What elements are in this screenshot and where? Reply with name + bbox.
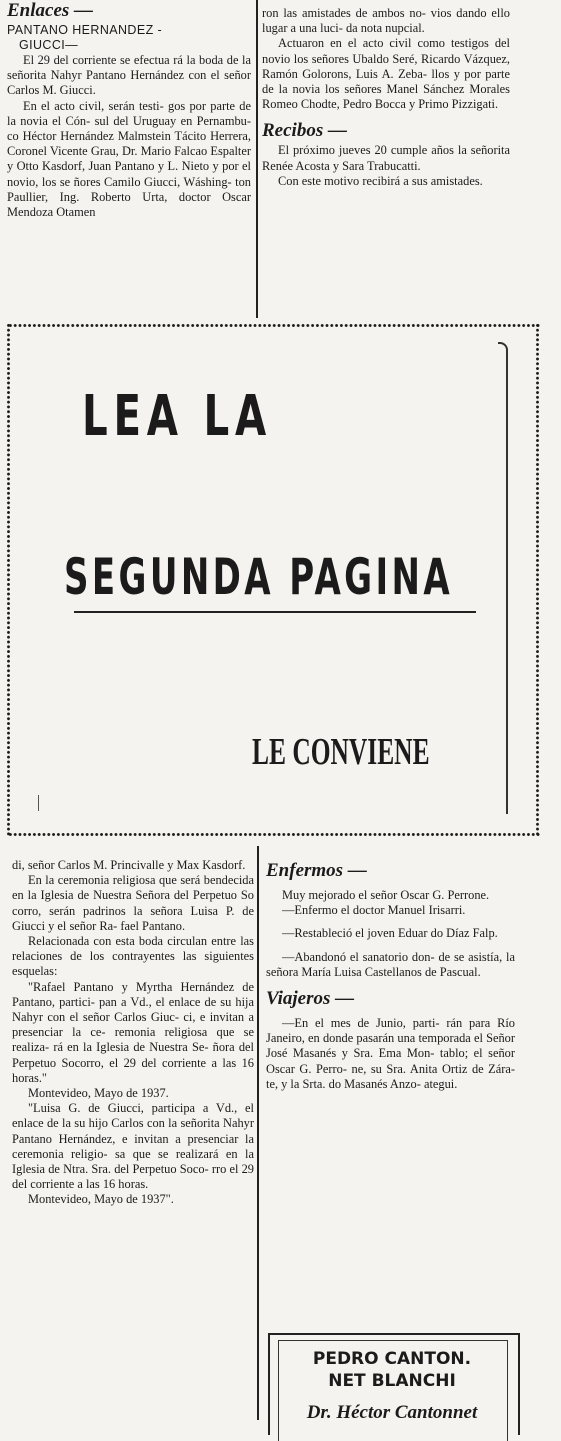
ad-border-bottom: [8, 832, 540, 837]
notice-line-1: PEDRO CANTON.: [312, 1349, 472, 1369]
paragraph: di, señor Carlos M. Princivalle y Max Kasdorf.: [12, 858, 246, 872]
column-divider-bottom: [257, 846, 259, 1420]
bottom-right-column: [266, 860, 515, 1092]
top-right-column: [262, 6, 510, 189]
ad-line-le-conviene: LE CONVIENE: [252, 731, 430, 773]
paragraph: En la ceremonia religiosa que será bendecida en la Iglesia de Nuestra Señora del Perpetuo So corro, serán padrinos la señora Luisa P. de Giucci y el señor Ra- fael Pantano.: [12, 873, 254, 933]
ad-border-right: [535, 323, 540, 837]
paragraph: "Rafael Pantano y Myrtha Hernández de Pantano, partici- pan a Vd., el enlace de su hija Nahyr con el señor Carlos Giuc- ci, e invitan a presenciar la ce- remonia religiosa que se realiza- rá en la Iglesia de Nuestra Se- ñora del Perpetuo Socorro, el 29 del corriente a las 16 horas.": [12, 979, 254, 1085]
ad-border-left: [6, 323, 11, 837]
paragraph: El 29 del corriente se efectua rá la boda de la señorita Nahyr Pantano Hernández con el señor Carlos M. Giucci.: [7, 53, 251, 98]
paragraph: Con este motivo recibirá a sus amistades.: [278, 173, 483, 188]
ad-inner-frame-mark: [38, 795, 45, 811]
column-divider-top: [256, 0, 258, 318]
ad-underline: [74, 611, 476, 613]
paragraph: Montevideo, Mayo de 1937.: [28, 1086, 169, 1101]
paragraph: Actuaron en el acto civil como testigos del novio los señores Ubaldo Seré, Ricardo Vázquez, Ramón Golorons, Luis A. Zeba- llos y por parte de la novia los señores Manel Sánchez Morales Romeo Chodte, Pedro Bocca y Primo Pizzigati.: [262, 36, 510, 112]
paragraph: "Luisa G. de Giucci, participa a Vd., el enlace de la su hijo Carlos con la señorita Nahyr Pantano Hernández, e invitan a presenciar la ceremonia religio- sa que se realizará en la Iglesia de Ntra. Sra. del Perpetuo Soco- rro el 29 del corriente a las 16 horas.: [12, 1101, 254, 1192]
bottom-left-column: [12, 858, 254, 1208]
section-title-enlaces: Enlaces —: [7, 0, 94, 21]
ad-line-segunda-pagina: SEGUNDA PAGINA: [64, 548, 454, 606]
subheading-line-1: PANTANO HERNANDEZ -: [7, 23, 163, 37]
top-left-column: [7, 0, 251, 220]
ad-line-lea-la: LEA LA: [82, 384, 272, 449]
section-title-recibos: Recibos —: [262, 120, 347, 142]
paragraph: En el acto civil, serán testi- gos por parte de la novia el Cón- sul del Uruguay en Pernambu- co Héctor Hernández Malmstein Tácito Herrera, Coronel Vicente Grau, Dr. Mario Falcao Espalter y Otto Kasdorf, Juan Pantano y L. Nieto y por el novio, los se ñores Camilo Giucci, Wáshing- ton Paullier, Ing. Roberto Urta, doctor Oscar Mendoza Otamen: [7, 98, 251, 220]
section-title-viajeros: Viajeros —: [266, 988, 355, 1010]
subheading-line-2: GIUCCI—: [19, 38, 79, 52]
paragraph: ron las amistades de ambos no- vios dando ello lugar a una luci- da nota nupcial.: [262, 6, 510, 36]
notice-line-3: Dr. Héctor Cantonnet: [306, 1402, 478, 1423]
notice-line-2: NET BLANCHI: [328, 1371, 456, 1391]
paragraph: El próximo jueves 20 cumple años la señorita Renée Acosta y Sara Trabucatti.: [262, 143, 510, 173]
paragraph: —Abandonó el sanatorio don- de se asistía, la señora María Luisa Castellanos de Pascual.: [266, 949, 515, 979]
paragraph: Muy mejorado el señor Oscar G. Perrone.: [282, 888, 490, 902]
paragraph: —Enfermo el doctor Manuel Irisarri.: [282, 903, 466, 918]
paragraph: —Restableció el joven Eduar do Díaz Falp.: [282, 926, 498, 941]
paragraph: Relacionada con esta boda circulan entre las relaciones de los contrayentes las siguientes esquelas:: [12, 934, 254, 979]
ad-border-top: [8, 323, 540, 328]
paragraph: —En el mes de Junio, parti- rán para Río Janeiro, en donde pasarán una temporada el Señor José Masanés y Sra. Ema Mon- tablo; el señor Oscar G. Perro- ne, su Sra. Anita Ortiz de Zára- te, y la Srta. do Masanés Anzo- ategui.: [266, 1016, 515, 1091]
ad-inner-frame: [498, 342, 508, 814]
paragraph: Montevideo, Mayo de 1937".: [28, 1192, 174, 1207]
section-title-enfermos: Enfermos —: [266, 860, 367, 881]
